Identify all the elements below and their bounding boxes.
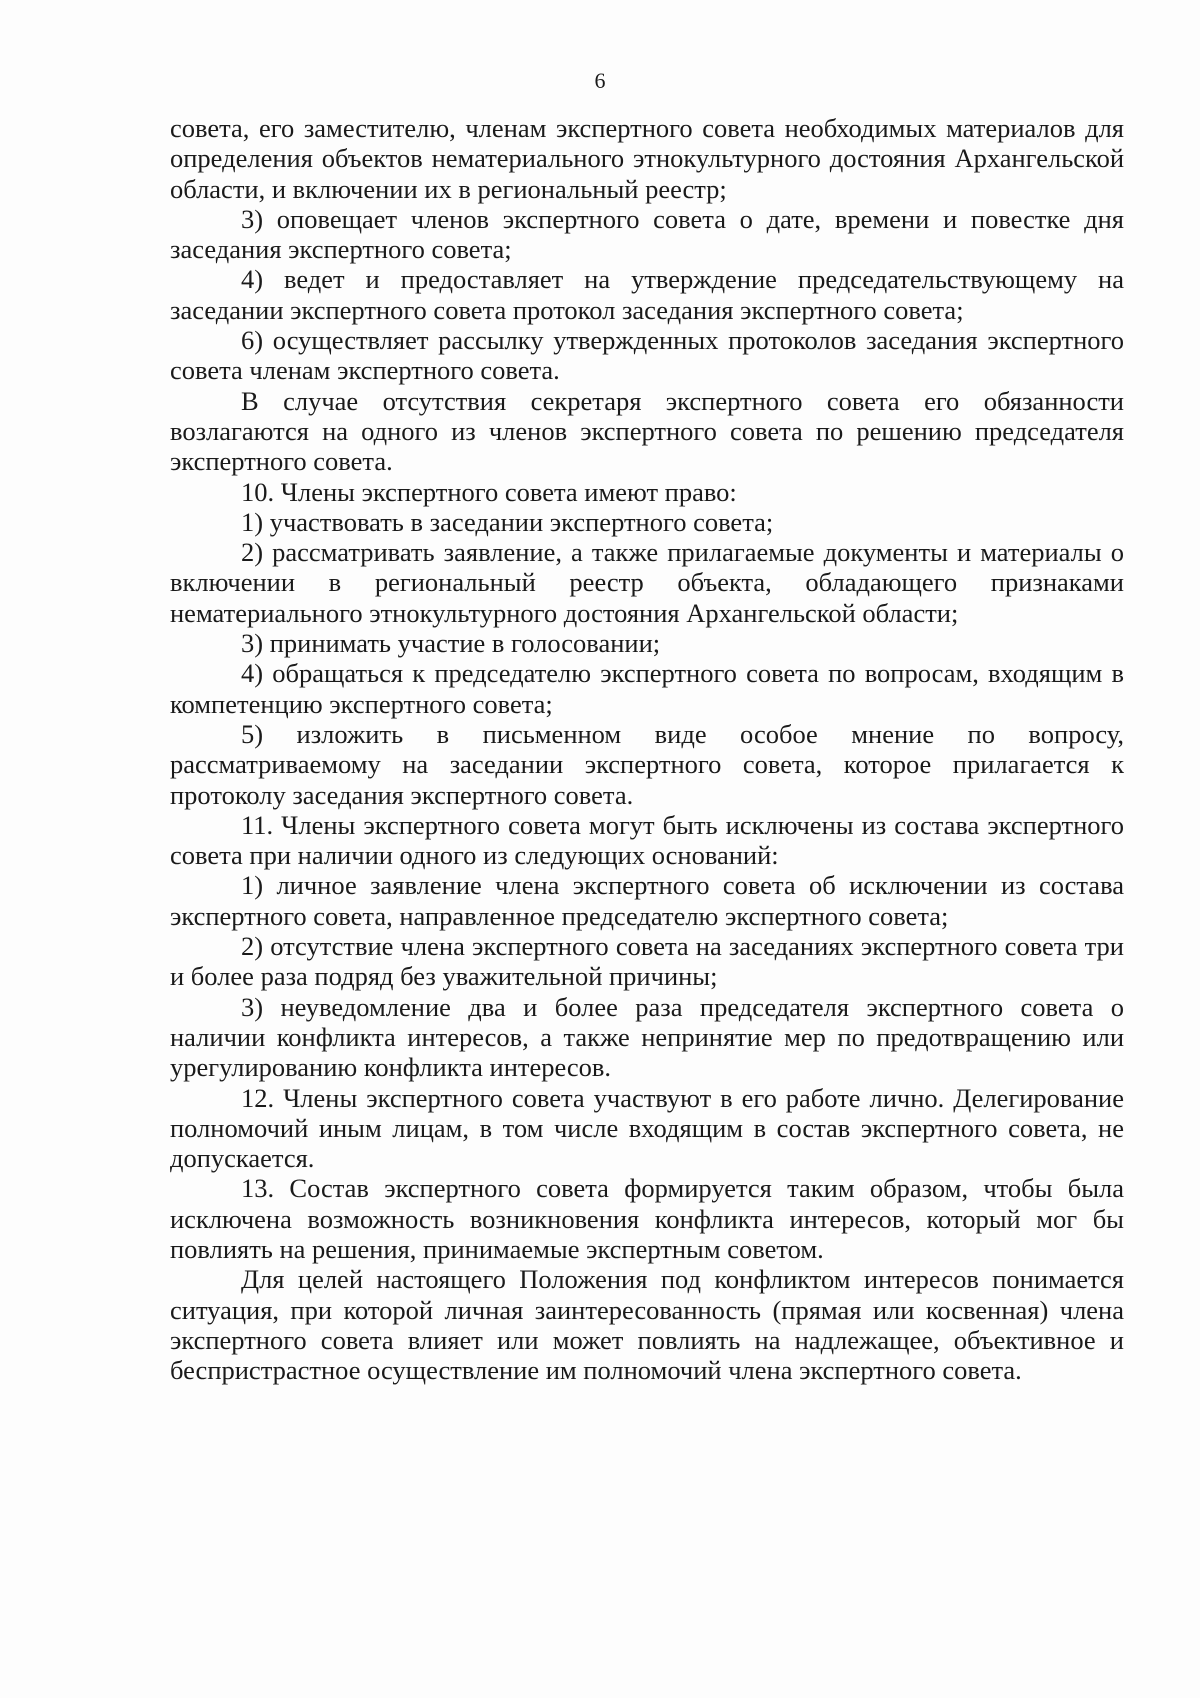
- paragraph: 10. Члены экспертного совета имеют право:: [241, 476, 737, 507]
- paragraph: совета, его заместителю, членам экспертного совета необходимых материалов для определения объектов нематериального этнокультурного достояния Архангельской области, и включении их в региональный реестр;: [170, 113, 1124, 204]
- paragraph: 1) личное заявление члена экспертного совета об исключении из состава экспертного совета, направленное председателю экспертного совета;: [170, 870, 1124, 931]
- paragraph: 11. Члены экспертного совета могут быть исключены из состава экспертного совета при наличии одного из следующих оснований:: [170, 809, 1124, 871]
- paragraph: 6) осуществляет рассылку утвержденных протоколов заседания экспертного совета членам экспертного совета.: [170, 325, 1124, 386]
- paragraph: 4) обращаться к председателю экспертного совета по вопросам, входящим в компетенцию экспертного совета;: [170, 658, 1124, 719]
- document-body: [170, 113, 1124, 1385]
- paragraph: 3) оповещает членов экспертного совета о дате, времени и повестке дня заседания экспертного совета;: [170, 203, 1124, 265]
- paragraph: 13. Состав экспертного совета формируется таким образом, чтобы была исключена возможность возникновения конфликта интересов, который мог бы повлиять на решения, принимаемые экспертным советом.: [170, 1173, 1124, 1264]
- paragraph: 2) рассматривать заявление, а также прилагаемые документы и материалы о включении в региональный реестр объекта, обладающего признаками нематериального этнокультурного достояния Архангельской области;: [170, 537, 1124, 628]
- paragraph: 2) отсутствие члена экспертного совета на заседаниях экспертного совета три и более раза подряд без уважительной причины;: [170, 931, 1124, 992]
- paragraph: 3) неуведомление два и более раза председателя экспертного совета о наличии конфликта интересов, а также непринятие мер по предотвращению или урегулированию конфликта интересов.: [170, 991, 1124, 1083]
- paragraph: 4) ведет и предоставляет на утверждение председательствующему на заседании экспертного совета протокол заседания экспертного совета;: [170, 264, 1124, 325]
- paragraph: 12. Члены экспертного совета участвуют в его работе лично. Делегирование полномочий иным лицам, в том числе входящим в состав экспертного совета, не допускается.: [170, 1082, 1124, 1174]
- paragraph: 5) изложить в письменном виде особое мнение по вопросу, рассматриваемому на заседании экспертного совета, которое прилагается к протоколу заседания экспертного совета.: [170, 718, 1124, 810]
- paragraph: 1) участвовать в заседании экспертного совета;: [241, 506, 774, 537]
- paragraph: В случае отсутствия секретаря экспертного совета его обязанности возлагаются на одного из членов экспертного совета по решению председателя экспертного совета.: [170, 385, 1124, 477]
- page-number: 6: [594, 68, 606, 93]
- paragraph: Для целей настоящего Положения под конфликтом интересов понимается ситуация, при которой личная заинтересованность (прямая или косвенная) члена экспертного совета влияет или может повлиять на надлежащее, объективное и беспристрастное осуществление им полномочий члена экспертного совета.: [170, 1264, 1124, 1386]
- paragraph: 3) принимать участие в голосовании;: [241, 628, 661, 659]
